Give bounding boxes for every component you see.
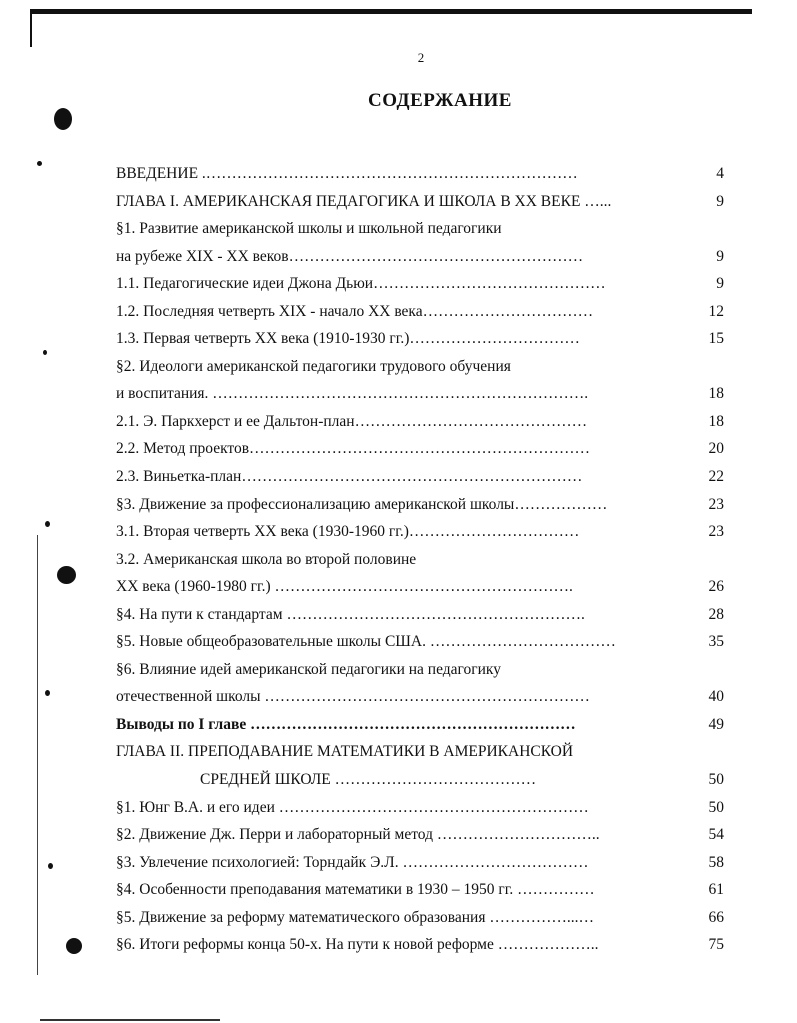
toc-entry[interactable] — [116, 188, 724, 216]
toc-entry-title: ГЛАВА II. ПРЕПОДАВАНИЕ МАТЕМАТИКИ В АМЕРИКАНСКОЙ — [116, 743, 574, 761]
toc-entry-title: 2.2. Метод проектов………………………………………………………… — [116, 440, 591, 458]
toc-entry[interactable] — [116, 215, 724, 243]
toc-entry[interactable] — [116, 408, 724, 436]
toc-entry[interactable] — [116, 573, 724, 601]
toc-entry-title: §1. Юнг В.А. и его идеи …………………………………………………… — [116, 798, 589, 816]
toc-entry-title: ВВЕДЕНИЕ .……………………………………………………………… — [116, 165, 578, 182]
toc-entry[interactable] — [116, 628, 724, 656]
toc-entry-title: XX века (1960-1980 гг.) …………………………………………………. — [116, 578, 573, 596]
ink-blot — [57, 566, 76, 584]
toc-entry[interactable] — [116, 931, 724, 959]
scan-border-top — [30, 9, 752, 14]
toc-entry[interactable] — [116, 849, 724, 877]
ink-blot — [45, 690, 50, 696]
toc-entry-title: §1. Развитие американской школы и школьной педагогики — [116, 220, 502, 238]
toc-entry[interactable] — [116, 160, 724, 188]
toc-entry[interactable] — [116, 325, 724, 353]
ink-blot — [48, 863, 53, 869]
ink-blot — [37, 161, 42, 166]
toc-entry[interactable] — [116, 876, 724, 904]
toc-entry-page: 40 — [708, 688, 724, 706]
toc-entry[interactable] — [116, 298, 724, 326]
toc-entry-page: 9 — [716, 247, 724, 265]
toc-entry-page: 12 — [708, 302, 724, 320]
table-of-contents — [116, 160, 724, 959]
toc-entry-page: 23 — [708, 523, 724, 541]
scan-border-bottom — [40, 1019, 220, 1021]
toc-entry-title: 2.3. Виньетка-план………………………………………………………… — [116, 468, 583, 486]
toc-entry-title: и воспитания. ………………………………………………………………. — [116, 385, 589, 403]
toc-entry-title: 1.2. Последняя четверть XIX - начало XX века…………………………… — [116, 302, 594, 320]
toc-entry-title: СРЕДНЕЙ ШКОЛЕ ………………………………… — [200, 771, 537, 789]
toc-entry-title: §3. Движение за профессионализацию американской школы……………… — [116, 495, 608, 513]
toc-entry-page: 66 — [708, 908, 724, 926]
toc-entry[interactable] — [116, 435, 724, 463]
toc-entry-page: 50 — [708, 771, 724, 789]
toc-entry-title: §5. Движение за реформу математического образования ……………...… — [116, 908, 594, 926]
ink-blot — [66, 938, 82, 954]
toc-entry-title: §6. Итоги реформы конца 50-х. На пути к новой реформе ……………….. — [116, 936, 599, 954]
toc-entry-page: 4 — [716, 165, 724, 182]
ink-blot — [43, 350, 47, 355]
toc-entry-page: 61 — [708, 881, 724, 899]
toc-entry-title: 3.1. Вторая четверть XX века (1930-1960 гг.)…………………………… — [116, 523, 580, 541]
toc-entry-page: 26 — [708, 578, 724, 596]
toc-entry[interactable] — [116, 270, 724, 298]
toc-entry-page: 54 — [708, 826, 724, 844]
toc-entry[interactable] — [116, 546, 724, 574]
toc-entry[interactable] — [116, 683, 724, 711]
toc-entry-title: 3.2. Американская школа во второй половине — [116, 550, 417, 568]
toc-entry[interactable] — [116, 491, 724, 519]
page-number: 2 — [417, 50, 425, 65]
toc-entry-page: 35 — [708, 633, 724, 651]
toc-entry[interactable] — [116, 601, 724, 629]
toc-entry-title: Выводы по I главе ……………………………………………………… — [116, 715, 576, 733]
scan-border-left — [30, 9, 32, 47]
toc-entry[interactable] — [116, 821, 724, 849]
toc-entry-title: §3. Увлечение психологией: Торндайк Э.Л. ……………………………… — [116, 853, 589, 871]
toc-entry[interactable] — [116, 656, 724, 684]
ink-blot — [45, 521, 50, 527]
toc-entry[interactable] — [116, 380, 724, 408]
toc-entry-page: 20 — [708, 440, 724, 458]
toc-entry-title: на рубеже XIX - XX веков………………………………………………… — [116, 247, 584, 265]
toc-entry-page: 58 — [708, 853, 724, 871]
toc-entry-title: 1.1. Педагогические идеи Джона Дьюи……………………………………… — [116, 275, 606, 293]
toc-entry[interactable] — [116, 518, 724, 546]
toc-entry-page: 18 — [708, 412, 724, 430]
toc-entry-title: §2. Движение Дж. Перри и лабораторный метод ………………………….. — [116, 826, 600, 844]
toc-entry-page: 28 — [708, 605, 724, 623]
toc-entry-page: 9 — [716, 275, 724, 293]
toc-entry[interactable] — [116, 353, 724, 381]
toc-entry-title: отечественной школы ……………………………………………………… — [116, 688, 590, 706]
toc-entry-page: 15 — [708, 330, 724, 348]
toc-entry[interactable] — [116, 463, 724, 491]
toc-entry-page: 75 — [708, 936, 724, 954]
toc-entry[interactable] — [116, 794, 724, 822]
toc-entry-title: 2.1. Э. Паркхерст и ее Дальтон-план……………………………………… — [116, 412, 588, 430]
toc-entry-page: 23 — [708, 495, 724, 513]
toc-entry[interactable] — [116, 766, 724, 794]
toc-entry-title: §4. Особенности преподавания математики в 1930 – 1950 гг. …………… — [116, 881, 595, 899]
toc-entry-page: 50 — [708, 798, 724, 816]
toc-entry-title: §6. Влияние идей американской педагогики на педагогику — [116, 660, 501, 678]
toc-entry-title: §2. Идеологи американской педагогики трудового обучения — [116, 357, 511, 375]
toc-entry[interactable] — [116, 738, 724, 766]
toc-entry-page: 22 — [708, 468, 724, 486]
toc-entry[interactable] — [116, 904, 724, 932]
toc-entry-page: 49 — [708, 715, 724, 733]
toc-entry-title: §4. На пути к стандартам …………………………………………………. — [116, 605, 585, 623]
toc-entry-title: ГЛАВА I. АМЕРИКАНСКАЯ ПЕДАГОГИКА И ШКОЛА В XX ВЕКЕ …... — [116, 192, 612, 210]
toc-entry[interactable] — [116, 243, 724, 271]
page-title: СОДЕРЖАНИЕ — [368, 90, 512, 111]
toc-entry-page: 9 — [716, 192, 724, 210]
toc-entry-title: 1.3. Первая четверть XX века (1910-1930 гг.)…………………………… — [116, 330, 580, 348]
scan-border-left-line — [37, 535, 38, 975]
toc-entry-page: 18 — [708, 385, 724, 403]
toc-entry[interactable] — [116, 711, 724, 739]
toc-entry-title: §5. Новые общеобразовательные школы США. ……………………………… — [116, 633, 616, 651]
